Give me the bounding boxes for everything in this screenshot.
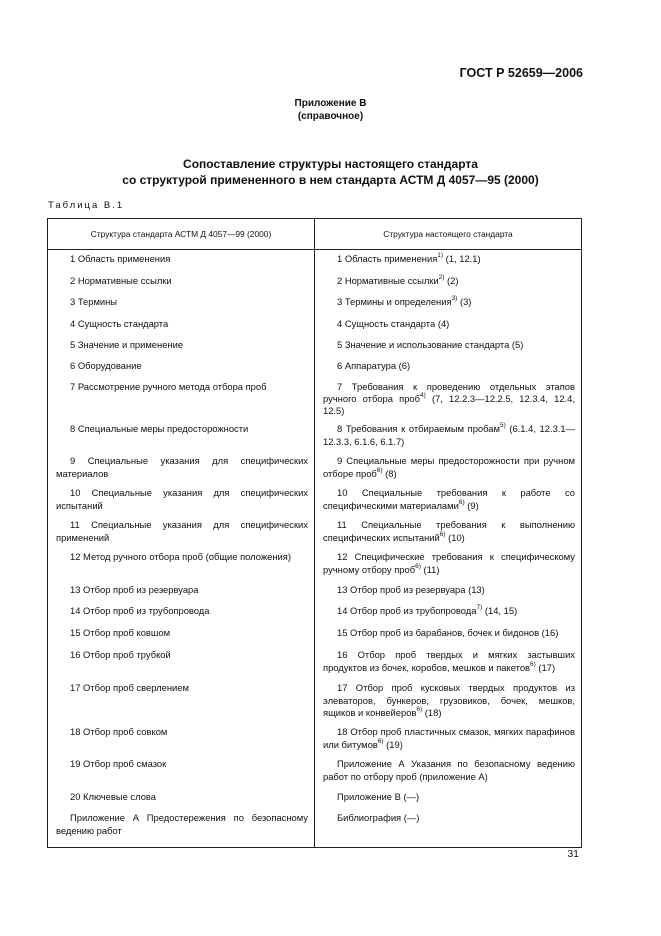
gost-section-title: 8 Требования к отбираемым пробам (337, 423, 500, 435)
gost-section-title: 9 Специальные меры предосторожности при ручном отборе проб (323, 455, 575, 479)
astm-section-cell (48, 646, 315, 679)
gost-section-cell (315, 809, 582, 848)
gost-section-cell (315, 336, 582, 357)
astm-section-cell (48, 602, 315, 624)
astm-section-text: 14 Отбор проб из трубопровода (70, 605, 210, 617)
appendix-title: Приложение В (294, 98, 367, 109)
table-header-row (48, 219, 582, 250)
gost-section-title: 12 Специфические требования к специфическому ручному отбору проб (323, 551, 575, 575)
gost-section-cell (315, 723, 582, 755)
footnote-marker: 2) (438, 273, 445, 281)
table-row (48, 679, 582, 723)
gost-section-refs: (10) (445, 531, 465, 543)
astm-section-text: 3 Термины (70, 295, 118, 307)
gost-section-cell (315, 646, 582, 679)
astm-section-cell (48, 679, 315, 723)
astm-section-text: 6 Оборудование (70, 359, 142, 371)
gost-section-text (323, 360, 575, 372)
table-row (48, 420, 582, 452)
astm-section-text: 16 Отбор проб трубкой (70, 649, 171, 661)
gost-section-cell (315, 624, 582, 646)
gost-section-text (323, 519, 575, 544)
table-row (48, 293, 582, 315)
gost-section-cell (315, 788, 582, 809)
astm-section-text: 13 Отбор проб из резервуара (70, 584, 199, 596)
footnote-marker: 1) (437, 252, 444, 259)
header-gost-structure: Структура настоящего стандарта (315, 219, 582, 250)
astm-section-cell (48, 723, 315, 755)
gost-section-cell (315, 755, 582, 788)
gost-section-refs: (7, 12.2.3—12.2.5, 12.3.4, 12.4, 12.5) (323, 392, 575, 417)
astm-section-cell (48, 809, 315, 848)
gost-section-title: 15 Отбор проб из барабанов, бочек и бидонов (16) (337, 627, 559, 639)
astm-section-cell (48, 484, 315, 516)
comparison-table (47, 218, 582, 848)
gost-section-title: 1 Область применения (337, 253, 438, 264)
astm-section-text: 4 Сущность стандарта (70, 317, 169, 329)
table-row (48, 755, 582, 788)
astm-section-cell (48, 378, 315, 421)
gost-section-refs: (3) (457, 295, 472, 307)
astm-section-cell (48, 293, 315, 315)
gost-section-text (323, 423, 575, 448)
table-row (48, 315, 582, 336)
footnote-marker: 3) (451, 294, 458, 302)
gost-section-cell (315, 357, 582, 378)
footnote-marker: 6) (376, 466, 383, 474)
astm-section-cell (48, 788, 315, 809)
gost-section-cell (315, 516, 582, 548)
gost-section-cell (315, 679, 582, 723)
footnote-marker: 6) (458, 498, 465, 506)
gost-section-cell (315, 315, 582, 336)
gost-section-refs: (17) (535, 661, 556, 673)
gost-section-cell (315, 272, 582, 293)
gost-section-cell (315, 420, 582, 452)
astm-section-cell (48, 250, 315, 272)
astm-section-text: 20 Ключевые слова (70, 791, 156, 803)
table-row (48, 378, 582, 421)
page-title-line-2: со структурой примененного в нем стандарта АСТМ Д 4057—95 (2000) (122, 173, 539, 187)
gost-section-refs: (11) (420, 563, 440, 575)
gost-section-title: 7 Требования к проведению отдельных этапов ручного отбора проб (323, 380, 575, 404)
page-title-line-1: Сопоставление структуры настоящего стандарта (183, 157, 478, 171)
gost-section-title: 17 Отбор проб кусковых твердых продуктов из элеваторов, бункеров, грузовиков, бочек, мешков, ящиков и конвейеров (323, 682, 575, 718)
gost-section-cell (315, 452, 582, 484)
astm-section-cell (48, 420, 315, 452)
gost-section-title: Библиография (—) (337, 812, 420, 824)
astm-section-cell (48, 315, 315, 336)
astm-section-cell (48, 755, 315, 788)
gost-section-cell (315, 293, 582, 315)
gost-section-text (323, 455, 575, 480)
table-row (48, 624, 582, 646)
gost-section-text (323, 584, 575, 596)
astm-section-cell (48, 548, 315, 581)
gost-section-title: 6 Аппаратура (6) (337, 359, 411, 371)
astm-section-text: 18 Отбор проб совком (70, 726, 168, 738)
astm-section-text: 5 Значение и применение (70, 338, 184, 350)
astm-section-text: 8 Специальные меры предосторожности (70, 423, 249, 435)
gost-section-text (323, 758, 575, 783)
gost-section-title: 4 Сущность стандарта (4) (337, 317, 450, 329)
astm-section-cell (48, 516, 315, 548)
table-row (48, 723, 582, 755)
gost-section-text (323, 627, 575, 639)
astm-section-text: Приложение А Предостережения по безопасному ведению работ (56, 812, 308, 836)
table-row (48, 646, 582, 679)
gost-section-title: 11 Специальные требования к выполнению специфических испытаний (323, 519, 575, 543)
gost-section-text (323, 339, 575, 351)
gost-section-cell (315, 581, 582, 602)
astm-section-text: 2 Нормативные ссылки (70, 274, 172, 286)
astm-section-cell (48, 336, 315, 357)
astm-section-text: 9 Специальные указания для специфических материалов (56, 455, 308, 479)
table-row (48, 484, 582, 516)
gost-section-text (323, 791, 575, 803)
gost-section-text (323, 605, 575, 617)
gost-section-title: 10 Специальные требования к работе со специфическими материалами (323, 487, 575, 511)
table-row (48, 452, 582, 484)
gost-section-refs: (9) (464, 499, 479, 511)
gost-section-refs: (8) (382, 467, 397, 479)
astm-section-cell (48, 357, 315, 378)
table-row (48, 788, 582, 809)
gost-section-title: 13 Отбор проб из резервуара (13) (337, 584, 485, 596)
gost-section-refs: (18) (422, 706, 442, 718)
gost-section-refs: (19) (383, 738, 403, 750)
astm-section-cell (48, 272, 315, 293)
gost-section-text (323, 318, 575, 330)
astm-section-text: 12 Метод ручного отбора проб (общие положения) (70, 551, 291, 563)
footnote-marker: 7) (476, 604, 483, 612)
footnote-marker: 6) (415, 562, 421, 570)
gost-section-title: Приложение В (—) (337, 791, 420, 803)
gost-section-cell (315, 602, 582, 624)
gost-section-title: 5 Значение и использование стандарта (5) (337, 338, 524, 350)
table-row (48, 250, 582, 272)
gost-section-text (323, 253, 575, 265)
gost-section-refs: (6.1.4, 12.3.1—12.3.3, 6.1.6, 6.1.7) (323, 423, 575, 447)
table-row (48, 581, 582, 602)
astm-section-text: 17 Отбор проб сверлением (70, 682, 189, 694)
gost-section-cell (315, 250, 582, 272)
astm-section-text: 19 Отбор проб смазок (70, 758, 167, 770)
gost-section-text (323, 649, 575, 674)
table-row (48, 516, 582, 548)
gost-section-text (323, 275, 575, 287)
table-row (48, 809, 582, 848)
table-row (48, 602, 582, 624)
footnote-marker: 5) (499, 422, 506, 430)
gost-section-text (323, 296, 575, 308)
appendix-heading (0, 97, 661, 123)
appendix-subtitle: (справочное) (297, 111, 364, 122)
gost-section-title: Приложение А Указания по безопасному ведению работ по отбору проб (приложение А) (323, 758, 575, 782)
table-row (48, 336, 582, 357)
gost-section-title: 16 Отбор проб твердых и мягких застывших продуктов из бочек, коробов, мешков и пакетов (323, 649, 575, 673)
astm-section-text: 15 Отбор проб ковшом (70, 627, 171, 639)
document-code: ГОСТ Р 52659—2006 (459, 66, 583, 80)
gost-section-cell (315, 548, 582, 581)
gost-section-title: 14 Отбор проб из трубопровода (337, 605, 477, 617)
astm-section-text: 7 Рассмотрение ручного метода отбора проб (70, 380, 267, 392)
table-row (48, 272, 582, 293)
footnote-marker: 6) (377, 737, 384, 745)
gost-section-text (323, 682, 575, 719)
gost-section-text (323, 551, 575, 576)
table-label: Таблица В.1 (48, 200, 125, 211)
page-number: 31 (567, 848, 579, 860)
astm-section-cell (48, 452, 315, 484)
astm-section-text: 1 Область применения (70, 253, 171, 264)
footnote-marker: 6) (439, 530, 446, 538)
gost-section-refs: (14, 15) (482, 605, 518, 617)
page-title (0, 156, 661, 188)
gost-section-cell (315, 484, 582, 516)
gost-section-refs: (2) (444, 274, 459, 286)
gost-section-text (323, 487, 575, 512)
gost-section-text (323, 381, 575, 418)
gost-section-text (323, 726, 575, 751)
gost-section-cell (315, 378, 582, 421)
astm-section-cell (48, 581, 315, 602)
footnote-marker: 6) (530, 660, 536, 668)
gost-section-text (323, 812, 575, 824)
table-body (48, 250, 582, 848)
table-row (48, 548, 582, 581)
gost-section-title: 18 Отбор проб пластичных смазок, мягких парафинов или битумов (323, 726, 575, 750)
astm-section-text: 11 Специальные указания для специфических применений (56, 519, 308, 543)
footnote-marker: 4) (420, 391, 426, 399)
astm-section-cell (48, 624, 315, 646)
gost-section-title: 2 Нормативные ссылки (337, 274, 439, 286)
table-row (48, 357, 582, 378)
footnote-marker: 6) (416, 705, 423, 713)
gost-section-title: 3 Термины и определения (337, 295, 452, 307)
astm-section-text: 10 Специальные указания для специфических испытаний (56, 487, 308, 511)
header-astm-structure: Структура стандарта АСТМ Д 4057—99 (2000) (48, 219, 315, 250)
gost-section-refs: (1, 12.1) (443, 253, 481, 264)
